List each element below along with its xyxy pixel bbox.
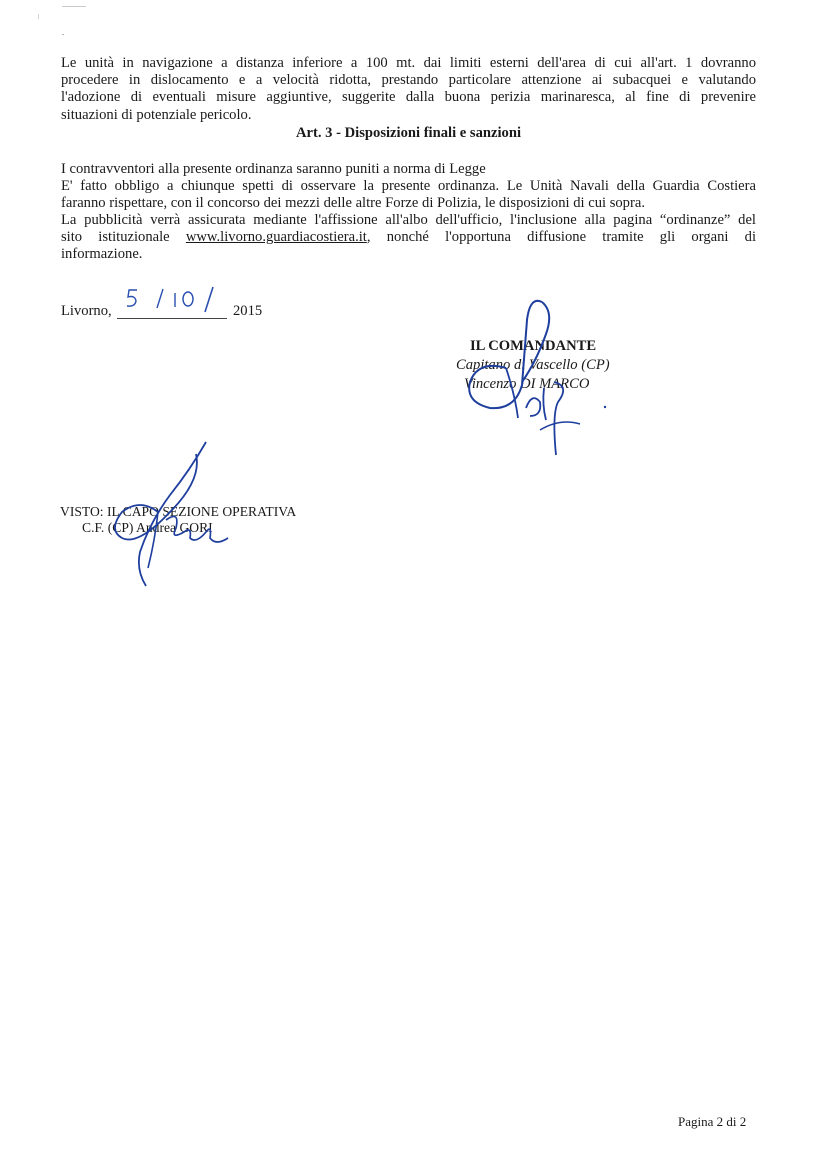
date-year: 2015 <box>232 303 263 319</box>
scan-artifact <box>62 34 64 35</box>
commander-block <box>456 337 686 394</box>
text-line: l'adozione di eventuali misure aggiuntive, suggerite dalla buona perizia marinaresca, al fine di prevenire <box>61 89 756 106</box>
date-line <box>61 298 262 320</box>
text-fragment: , nonché l'opportuna diffusione tramite gli organi di <box>366 229 757 246</box>
handwritten-date-strokes <box>117 284 227 314</box>
text-line: La pubblicità verrà assicurata mediante l'affissione all'albo dell'ufficio, l'inclusione alla pagina “ordinanze” del <box>61 212 756 228</box>
paragraph-navigation-rules <box>61 55 756 124</box>
text-line: situazioni di potenziale pericolo. <box>61 106 252 123</box>
scan-artifact <box>62 6 86 7</box>
scan-artifact <box>38 14 39 19</box>
paragraph-publicity <box>61 212 756 264</box>
commander-title: IL COMANDANTE <box>470 338 597 354</box>
visto-name: C.F. (CP) Andrea GORI <box>82 520 213 535</box>
text-fragment: sito istituzionale <box>61 229 186 246</box>
text-line <box>61 229 756 246</box>
visto-title: VISTO: IL CAPO SEZIONE OPERATIVA <box>60 504 297 519</box>
text-line: E' fatto obbligo a chiunque spetti di osservare la presente ordinanza. Le Unità Navali della Guardia Costiera <box>61 178 756 194</box>
visto-block <box>60 504 296 536</box>
commander-name: Vincenzo DI MARCO <box>464 376 590 392</box>
text-line: informazione. <box>61 246 143 263</box>
website-link[interactable]: www.livorno.guardiacostiera.it <box>185 229 367 246</box>
paragraph-obligation <box>61 178 756 212</box>
text-line: procedere in dislocamento e a velocità ridotta, prestando particolare attenzione ai subacquei e valutando <box>61 72 756 89</box>
text-line: Le unità in navigazione a distanza inferiore a 100 mt. dai limiti esterni dell'area di cui all'art. 1 dovranno <box>61 55 756 71</box>
date-place: Livorno, <box>61 303 112 319</box>
commander-rank: Capitano di Vascello (CP) <box>456 357 610 373</box>
page-number: Pagina 2 di 2 <box>678 1114 747 1129</box>
paragraph-sanctions: I contravventori alla presente ordinanza saranno puniti a norma di Legge <box>61 161 486 177</box>
text-line: faranno rispettare, con il concorso dei mezzi delle altre Forze di Polizia, le disposizioni di cui sopra. <box>61 195 645 212</box>
article-3-heading: Art. 3 - Disposizioni finali e sanzioni <box>296 125 521 141</box>
handwritten-date <box>117 298 227 319</box>
